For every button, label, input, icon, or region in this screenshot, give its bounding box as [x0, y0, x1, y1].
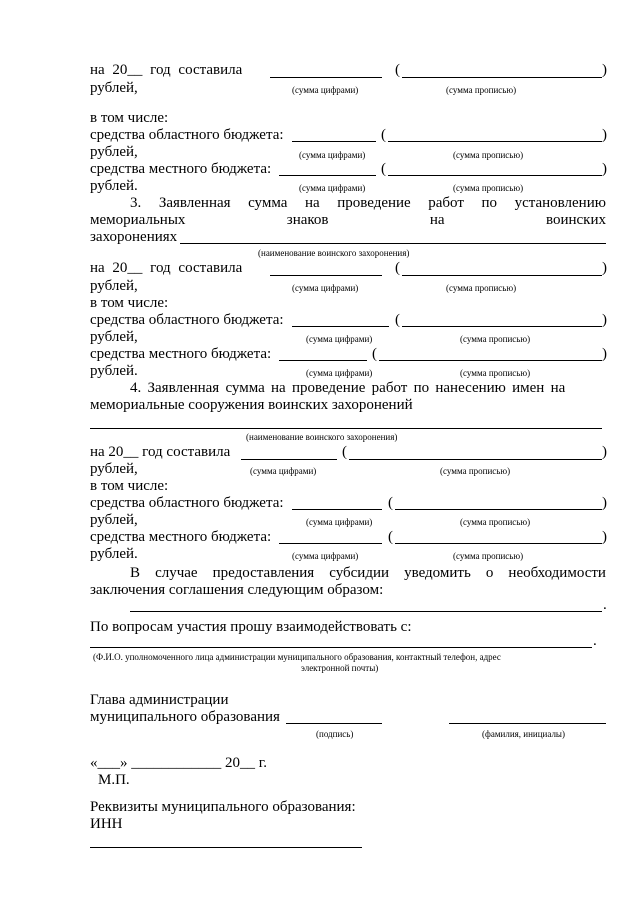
burial-name-field[interactable]: [180, 243, 606, 244]
caption: (сумма цифрами): [292, 85, 359, 95]
inn-label: ИНН: [90, 816, 123, 832]
para-5-line-1: В случае предоставления субсидии уведомить о необходимости: [130, 565, 606, 581]
caption: (Ф.И.О. уполномоченного лица администрации муниципального образования, контактный телефон, адрес: [93, 652, 501, 662]
caption: (сумма прописью): [453, 183, 524, 193]
caption: (сумма цифрами): [299, 150, 366, 160]
rub-label: рублей,: [90, 278, 138, 294]
field[interactable]: [395, 509, 602, 510]
para-4-line-1: 4. Заявленная сумма на проведение работ по нанесению имен на: [130, 380, 566, 396]
contact-question: По вопросам участия прошу взаимодействовать с:: [90, 619, 412, 635]
paren: ): [602, 62, 607, 78]
field[interactable]: [279, 175, 376, 176]
paren: ): [602, 161, 607, 177]
caption: (сумма прописью): [453, 150, 524, 160]
caption: (сумма цифрами): [292, 551, 359, 561]
field[interactable]: [292, 509, 382, 510]
para-4-line-2: мемориальные сооружения воинских захоронений: [90, 397, 413, 413]
burial-name-field[interactable]: [90, 428, 602, 429]
paren: (: [395, 260, 400, 276]
field[interactable]: [349, 459, 602, 460]
field[interactable]: [379, 360, 602, 361]
paren: ): [602, 529, 607, 545]
contact-field[interactable]: [90, 647, 592, 648]
inn-field[interactable]: [90, 847, 362, 848]
field[interactable]: [241, 459, 337, 460]
caption: (наименование воинского захоронения): [246, 432, 398, 442]
field[interactable]: [270, 275, 382, 276]
paren: (: [381, 161, 386, 177]
paren: (: [395, 312, 400, 328]
period: .: [603, 597, 607, 613]
rub-label: рублей,: [90, 329, 138, 345]
rub-label: рублей.: [90, 546, 138, 562]
name-field[interactable]: [449, 723, 606, 724]
para-5-line-2: заключения соглашения следующим образом:: [90, 582, 384, 598]
caption: (сумма прописью): [453, 551, 524, 561]
label: захоронениях: [90, 229, 178, 245]
head-title: Глава администрации: [90, 692, 229, 708]
para-3-line-1: 3. Заявленная сумма на проведение работ по установлению: [130, 195, 606, 211]
paren: (: [372, 346, 377, 362]
head-title: муниципального образования: [90, 709, 280, 725]
label: средства местного бюджета:: [90, 346, 272, 362]
stamp-place: М.П.: [98, 772, 130, 788]
field[interactable]: [395, 543, 602, 544]
caption: (сумма прописью): [446, 283, 517, 293]
para-3-line-2: мемориальных знаков на воинских: [90, 212, 606, 228]
field[interactable]: [292, 326, 389, 327]
paren: (: [388, 529, 393, 545]
period: .: [593, 633, 597, 649]
notice-field[interactable]: [130, 611, 602, 612]
date-field[interactable]: «___» ____________ 20__ г.: [90, 755, 267, 771]
caption: (сумма прописью): [446, 85, 517, 95]
caption: (сумма цифрами): [292, 283, 359, 293]
field[interactable]: [292, 141, 376, 142]
caption: (наименование воинского захоронения): [258, 248, 410, 258]
caption: (сумма цифрами): [306, 368, 373, 378]
rub-label: рублей,: [90, 144, 138, 160]
signature-field[interactable]: [286, 723, 382, 724]
paren: (: [395, 62, 400, 78]
line-period-1: на 20__ год составила: [90, 62, 243, 78]
label: средства областного бюджета:: [90, 495, 284, 511]
paren: ): [602, 495, 607, 511]
label: средства местного бюджета:: [90, 529, 272, 545]
rub-label: рублей,: [90, 80, 138, 96]
field[interactable]: [388, 175, 602, 176]
paren: ): [602, 312, 607, 328]
line-period: на 20__ год составила: [90, 260, 243, 276]
field[interactable]: [402, 326, 602, 327]
label: в том числе:: [90, 478, 169, 494]
caption: (сумма прописью): [460, 517, 531, 527]
caption: (сумма цифрами): [250, 466, 317, 476]
paren: (: [388, 495, 393, 511]
label: в том числе:: [90, 110, 169, 126]
field[interactable]: [388, 141, 602, 142]
paren: ): [602, 127, 607, 143]
caption: (подпись): [316, 729, 354, 739]
label: в том числе:: [90, 295, 169, 311]
field[interactable]: [279, 543, 382, 544]
label: средства областного бюджета:: [90, 127, 284, 143]
label: средства областного бюджета:: [90, 312, 284, 328]
rub-label: рублей,: [90, 461, 138, 477]
paren: (: [342, 444, 347, 460]
rub-label: рублей.: [90, 178, 138, 194]
sum-digits-field[interactable]: [270, 77, 382, 78]
paren: ): [602, 346, 607, 362]
paren: (: [381, 127, 386, 143]
caption: (сумма прописью): [460, 368, 531, 378]
rub-label: рублей,: [90, 512, 138, 528]
rub-label: рублей.: [90, 363, 138, 379]
caption: (сумма прописью): [440, 466, 511, 476]
paren: ): [602, 444, 607, 460]
label: средства местного бюджета:: [90, 161, 272, 177]
caption: (сумма прописью): [460, 334, 531, 344]
paren: ): [602, 260, 607, 276]
caption: (сумма цифрами): [306, 517, 373, 527]
sum-words-field[interactable]: [402, 77, 602, 78]
caption: (сумма цифрами): [299, 183, 366, 193]
field[interactable]: [402, 275, 602, 276]
line-period: на 20__ год составила: [90, 444, 231, 460]
field[interactable]: [279, 360, 367, 361]
caption: (сумма цифрами): [306, 334, 373, 344]
requisites-label: Реквизиты муниципального образования:: [90, 799, 356, 815]
caption: (фамилия, инициалы): [482, 729, 565, 739]
caption: электронной почты): [301, 663, 379, 673]
